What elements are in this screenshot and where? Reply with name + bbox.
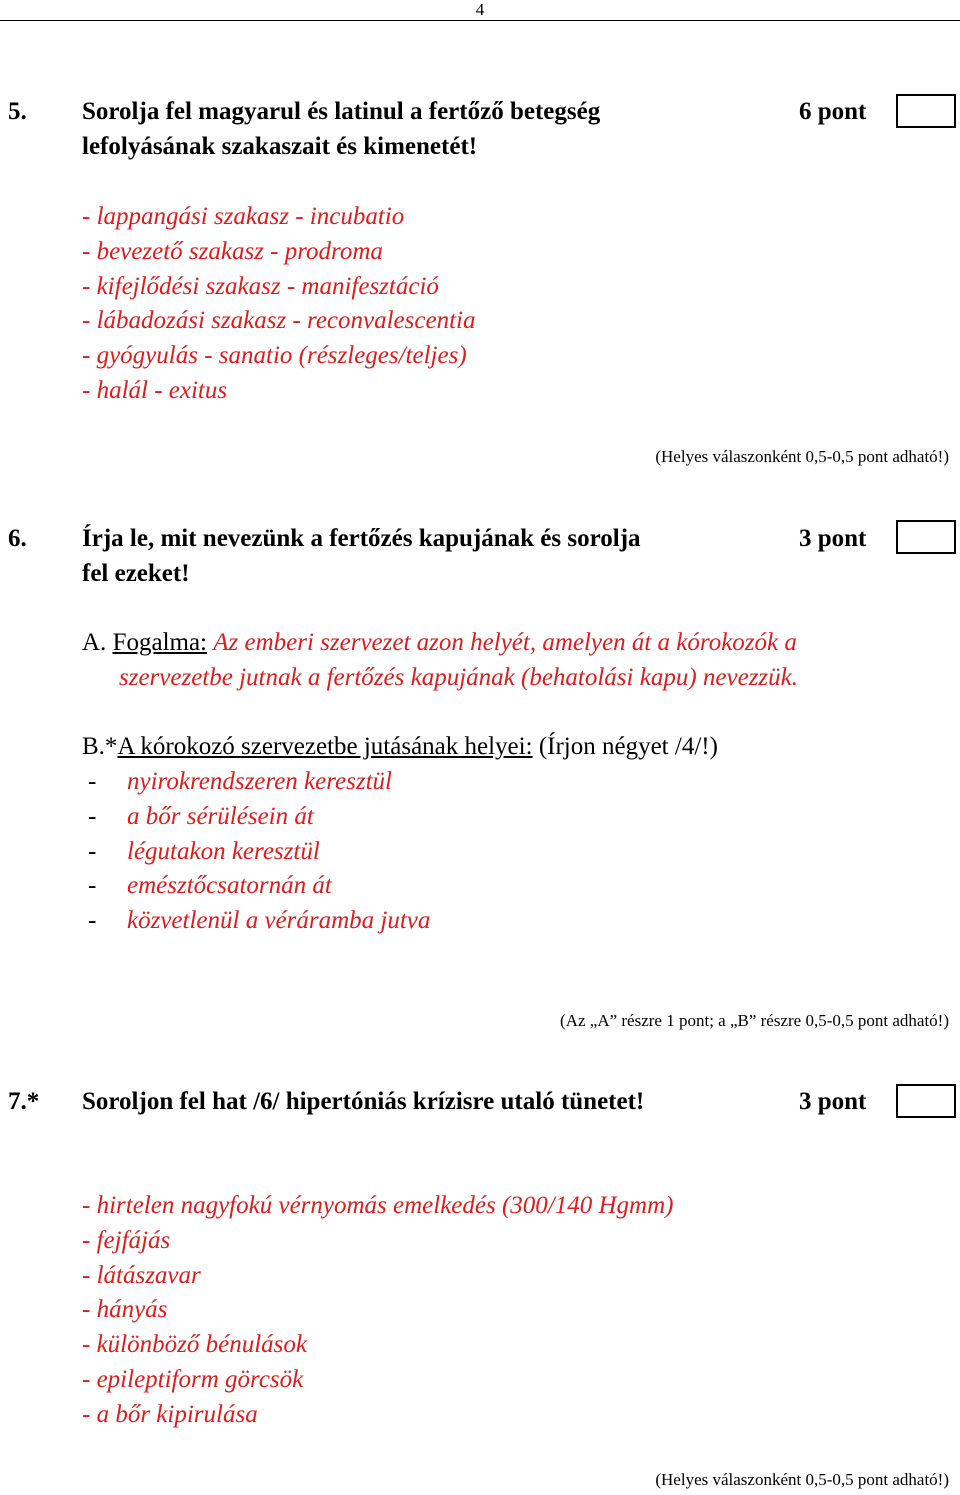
q7-answer-5: - különböző bénulások <box>82 1331 307 1358</box>
q7-text: Soroljon fel hat /6/ hipertóniás krízisre utaló tünetet! <box>82 1088 645 1115</box>
q5-answer-1: - lappangási szakasz - incubatio <box>82 203 405 230</box>
q6-b-dash-5: - <box>88 907 97 934</box>
q6-part-a-answer-line1: Az emberi szervezet azon helyét, amelyen át a kórokozók a <box>213 629 797 656</box>
q5-text-line1: Sorolja fel magyarul és latinul a fertőző betegség <box>82 98 601 125</box>
q6-b-dash-2: - <box>88 803 97 830</box>
q6-score-box[interactable] <box>896 520 956 554</box>
q5-number: 5. <box>8 98 27 125</box>
q5-scoring-note: (Helyes válaszonként 0,5-0,5 pont adható!) <box>655 447 949 466</box>
q6-part-b-instruction: (Írjon négyet /4/!) <box>538 733 718 760</box>
q6-part-a-answer-line2: szervezetbe jutnak a fertőzés kapujának (behatolási kapu) nevezzük. <box>119 664 798 691</box>
q7-points: 3 pont <box>799 1088 867 1115</box>
q6-number: 6. <box>8 525 27 552</box>
q6-text-line2: fel ezeket! <box>82 560 190 587</box>
page-number: 4 <box>475 0 485 19</box>
q6-b-dash-4: - <box>88 872 97 899</box>
q5-points: 6 pont <box>799 98 867 125</box>
q7-answer-3: - látászavar <box>82 1262 201 1289</box>
q6-text-line1: Írja le, mit nevezünk a fertőzés kapujának és sorolja <box>82 525 641 552</box>
q5-answer-2: - bevezető szakasz - prodroma <box>82 238 383 265</box>
q6-part-a-label: Fogalma: <box>112 629 207 656</box>
q5-text-line2: lefolyásának szakaszait és kimenetét! <box>82 133 478 160</box>
q7-answer-1: - hirtelen nagyfokú vérnyomás emelkedés (300/140 Hgmm) <box>82 1192 674 1219</box>
q6-b-answer-2: a bőr sérülésein át <box>127 803 314 830</box>
q6-b-answer-3: légutakon keresztül <box>127 838 320 865</box>
q6-b-dash-1: - <box>88 768 97 795</box>
q7-score-box[interactable] <box>896 1084 956 1118</box>
q7-answer-7: - a bőr kipirulása <box>82 1401 258 1428</box>
q6-b-answer-5: közvetlenül a véráramba jutva <box>127 907 431 934</box>
q6-part-b-label: A kórokozó szervezetbe jutásának helyei: <box>117 733 533 760</box>
q5-answer-6: - halál - exitus <box>82 377 228 404</box>
q7-answer-2: - fejfájás <box>82 1227 171 1254</box>
q6-scoring-note: (Az „A” részre 1 pont; a „B” részre 0,5-0,5 pont adható!) <box>560 1011 949 1030</box>
q7-scoring-note: (Helyes válaszonként 0,5-0,5 pont adható!) <box>655 1470 949 1489</box>
q6-part-b-prefix: B.* <box>82 733 118 760</box>
q6-b-dash-3: - <box>88 838 97 865</box>
q5-score-box[interactable] <box>896 94 956 128</box>
q6-part-a-prefix: A. <box>82 629 107 656</box>
q6-b-answer-1: nyirokrendszeren keresztül <box>127 768 392 795</box>
q7-number: 7.* <box>8 1088 40 1115</box>
header-rule <box>0 20 960 21</box>
q7-answer-6: - epileptiform görcsök <box>82 1366 304 1393</box>
q6-part-b <box>82 733 718 761</box>
q5-answer-5: - gyógyulás - sanatio (részleges/teljes) <box>82 342 467 369</box>
q6-part-a <box>82 629 797 657</box>
q7-answer-4: - hányás <box>82 1296 168 1323</box>
q6-points: 3 pont <box>799 525 867 552</box>
q6-b-answer-4: emésztőcsatornán át <box>127 872 332 899</box>
q5-answer-4: - lábadozási szakasz - reconvalescentia <box>82 307 476 334</box>
q5-answer-3: - kifejlődési szakasz - manifesztáció <box>82 273 439 300</box>
